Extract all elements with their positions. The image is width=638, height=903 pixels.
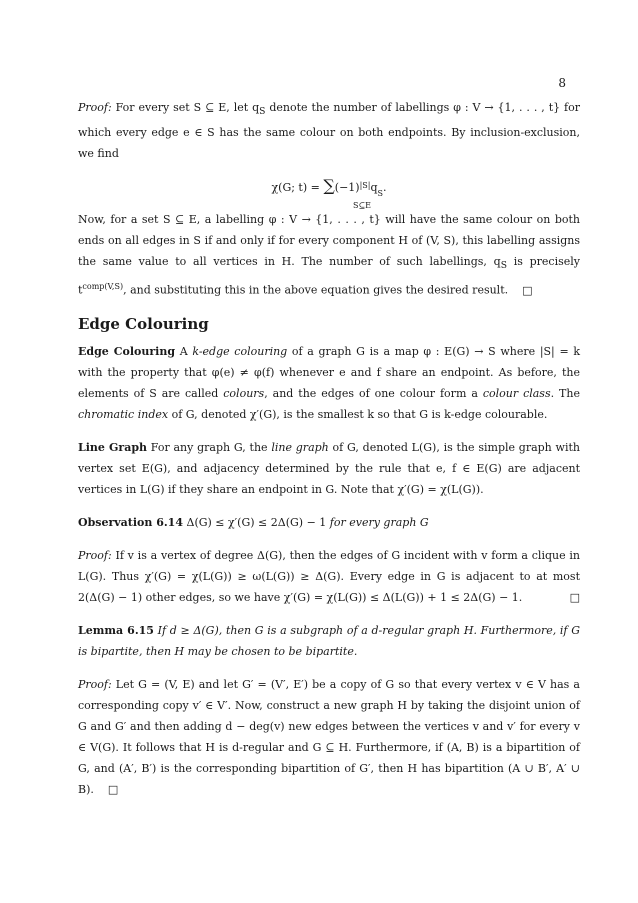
definition-edge-colouring	[78, 341, 580, 425]
equation-lhs: χ(G; t) =	[271, 180, 324, 194]
proof-paragraph-1-continued	[78, 209, 580, 301]
proof-text: , and substituting this in the above equation gives the desired result.	[123, 284, 509, 298]
superscript: comp(V,S)	[82, 282, 124, 292]
text: . The	[550, 387, 580, 401]
observation	[78, 512, 580, 533]
proof-paragraph-1	[78, 97, 580, 164]
subscript: S	[259, 106, 266, 118]
equation-rhs: (−1)	[334, 180, 360, 194]
text: of G, denoted L(G), is the simple graph with vertex set E(G), and adjacency determined by the rule that e, f ∈ E(G) are adjacent vertices in L(G) if they share an endpoint in G. Note that χ′(G) = χ(L(G)).	[78, 441, 580, 497]
term: colours	[223, 387, 265, 401]
proof-label: Proof:	[78, 549, 112, 563]
proof-text: Let G = (V, E) and let G′ = (V′, E′) be a copy of G so that every vertex v ∈ V has a corresponding copy v′ ∈ V′. Now, construct a new graph H by taking the disjoint union of G and G′ and then adding d − deg(v) new edges between the vertices v and v′ for every v ∈ V(G). It follows that H is d-regular and G ⊆ H. Furthermore, if (A, B) is a bipartition of G, and (A′, B′) is the corresponding bipartition of G′, then H has bipartition (A ∪ B′, A′ ∪ B).	[78, 678, 580, 797]
qed-symbol: □	[107, 783, 119, 797]
definition-label: Edge Colouring	[78, 345, 176, 359]
proof-label: Proof:	[78, 101, 112, 114]
proof-text: is precisely t	[78, 255, 580, 298]
text: For any graph G, the	[147, 441, 272, 455]
inclusion-exclusion-equation	[78, 175, 580, 209]
text: of G, denoted χ′(G), is the smallest k so that G is k-edge colourable.	[168, 408, 548, 422]
page-content	[78, 97, 580, 812]
page-number: 8	[558, 76, 566, 90]
equation-end: .	[383, 180, 387, 194]
qed-symbol: □	[569, 591, 580, 605]
text: A	[175, 345, 193, 359]
lemma	[78, 620, 580, 662]
subscript: S	[377, 189, 383, 199]
text: , and the edges of one colour form a	[264, 387, 483, 401]
exponent: |S|	[359, 181, 371, 191]
definition-label: Line Graph	[78, 441, 148, 455]
proof-paragraph-3	[78, 674, 580, 800]
lemma-label: Lemma 6.15	[78, 624, 154, 638]
proof-text: If v is a vertex of degree Δ(G), then the edges of G incident with v form a clique in L(G). Thus χ′(G) = χ(L(G)) ≥ ω(L(G)) ≥ Δ(G). Every edge in G is adjacent to at most 2(Δ(G) − 1) other edges, so we have χ′(G) = χ(L(G)) ≤ Δ(L(G)) + 1 ≤ 2Δ(G) − 1.	[78, 549, 580, 605]
lemma-text: If d ≥ Δ(G), then G is a subgraph of a d-regular graph H. Furthermore, if G is bipartite, then H may be chosen to be bipartite.	[78, 624, 580, 659]
definition-line-graph	[78, 437, 580, 500]
qed-symbol: □	[522, 284, 533, 298]
text: of a graph G is a map φ : E(G) → S where |S| = k with the property that φ(e) ≠ φ(f) whenever e and f share an endpoint. As before, the elements of S are called	[78, 345, 580, 401]
proof-paragraph-2	[78, 545, 580, 608]
section-title: Edge Colouring	[78, 315, 209, 334]
observation-label: Observation 6.14	[78, 516, 183, 530]
sum-symbol: ∑	[323, 175, 335, 195]
term: chromatic index	[78, 408, 169, 422]
subscript: S	[500, 260, 507, 272]
observation-text: for every graph G	[329, 516, 429, 530]
term: colour class	[482, 387, 551, 401]
proof-text: For every set S ⊆ E, let q	[111, 101, 260, 114]
proof-text: Now, for a set S ⊆ E, a labelling φ : V → {1, . . . , t} will have the same colour on both ends on all edges in S if and only if for every component H of (V, S), this labelling assigns the same value to all vertices in H. The number of such labellings, q	[78, 213, 580, 269]
equation-rhs-q: q	[370, 180, 378, 194]
proof-label: Proof:	[78, 678, 112, 692]
term: line graph	[271, 441, 329, 455]
sum-index: S⊆E	[352, 201, 372, 211]
term: k-edge colouring	[192, 345, 288, 359]
proof-text: denote the number of labellings φ : V → {1, . . . , t} for which every edge e ∈ S has the same colour on both endpoints. By inclusion-exclusion, we find	[78, 101, 581, 161]
observation-math: Δ(G) ≤ χ′(G) ≤ 2Δ(G) − 1	[183, 516, 330, 530]
